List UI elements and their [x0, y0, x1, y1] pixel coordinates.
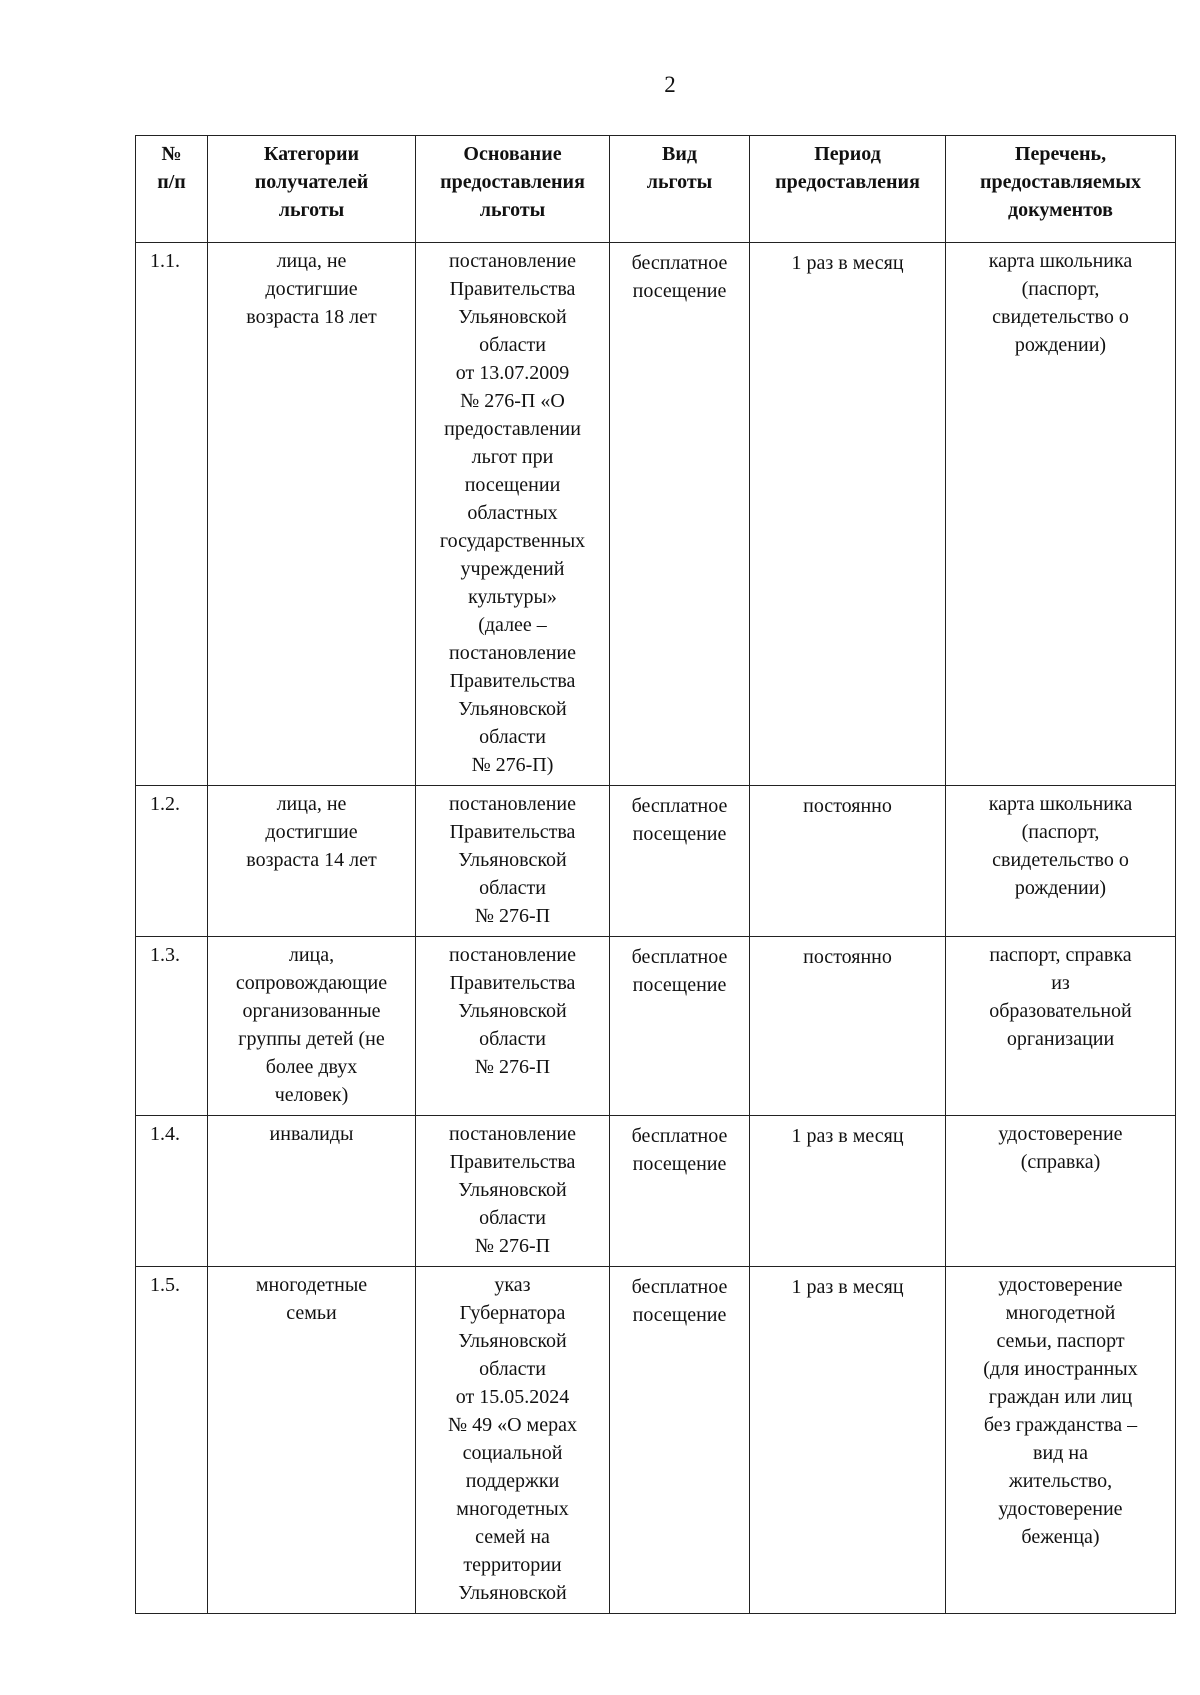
- benefits-table: [135, 135, 1176, 1614]
- cell-basis: постановление Правительства Ульяновской области № 276-П: [416, 1116, 610, 1267]
- cell-basis: постановление Правительства Ульяновской области от 13.07.2009 № 276-П «О предоставлении льгот при посещении областных государственных учреждений культуры» (далее – постановление Правительства Ульяновской области № 276-П): [416, 243, 610, 786]
- table-row: [136, 243, 1176, 786]
- cell-documents: карта школьника (паспорт, свидетельство о рождении): [946, 243, 1176, 786]
- header-documents: Перечень, предоставляемых документов: [946, 136, 1176, 243]
- table-row: [136, 1267, 1176, 1614]
- cell-kind: бесплатное посещение: [610, 786, 750, 937]
- cell-number: 1.1.: [136, 243, 208, 786]
- cell-number: 1.5.: [136, 1267, 208, 1614]
- page-number: 2: [664, 72, 676, 97]
- cell-category: лица, не достигшие возраста 18 лет: [208, 243, 416, 786]
- cell-category: лица, не достигшие возраста 14 лет: [208, 786, 416, 937]
- header-number: № п/п: [136, 136, 208, 243]
- cell-kind: бесплатное посещение: [610, 1116, 750, 1267]
- cell-kind: бесплатное посещение: [610, 937, 750, 1116]
- cell-documents: удостоверение многодетной семьи, паспорт (для иностранных граждан или лиц без гражданства – вид на жительство, удостоверение беженца): [946, 1267, 1176, 1614]
- cell-period: 1 раз в месяц: [750, 1267, 946, 1614]
- cell-category: лица, сопровождающие организованные группы детей (не более двух человек): [208, 937, 416, 1116]
- cell-documents: удостоверение (справка): [946, 1116, 1176, 1267]
- header-basis: Основание предоставления льготы: [416, 136, 610, 243]
- table-row: [136, 786, 1176, 937]
- cell-documents: паспорт, справка из образовательной организации: [946, 937, 1176, 1116]
- cell-documents: карта школьника (паспорт, свидетельство о рождении): [946, 786, 1176, 937]
- cell-category: инвалиды: [208, 1116, 416, 1267]
- header-category: Категории получателей льготы: [208, 136, 416, 243]
- cell-number: 1.4.: [136, 1116, 208, 1267]
- cell-basis: постановление Правительства Ульяновской области № 276-П: [416, 937, 610, 1116]
- cell-number: 1.3.: [136, 937, 208, 1116]
- cell-number: 1.2.: [136, 786, 208, 937]
- cell-category: многодетные семьи: [208, 1267, 416, 1614]
- cell-kind: бесплатное посещение: [610, 243, 750, 786]
- cell-basis: постановление Правительства Ульяновской области № 276-П: [416, 786, 610, 937]
- cell-period: 1 раз в месяц: [750, 1116, 946, 1267]
- cell-period: постоянно: [750, 786, 946, 937]
- header-period: Период предоставления: [750, 136, 946, 243]
- cell-period: 1 раз в месяц: [750, 243, 946, 786]
- table-header-row: [136, 136, 1176, 243]
- table-row: [136, 1116, 1176, 1267]
- table-row: [136, 937, 1176, 1116]
- header-kind: Вид льготы: [610, 136, 750, 243]
- cell-period: постоянно: [750, 937, 946, 1116]
- cell-basis: указ Губернатора Ульяновской области от 15.05.2024 № 49 «О мерах социальной поддержки многодетных семей на территории Ульяновской: [416, 1267, 610, 1614]
- cell-kind: бесплатное посещение: [610, 1267, 750, 1614]
